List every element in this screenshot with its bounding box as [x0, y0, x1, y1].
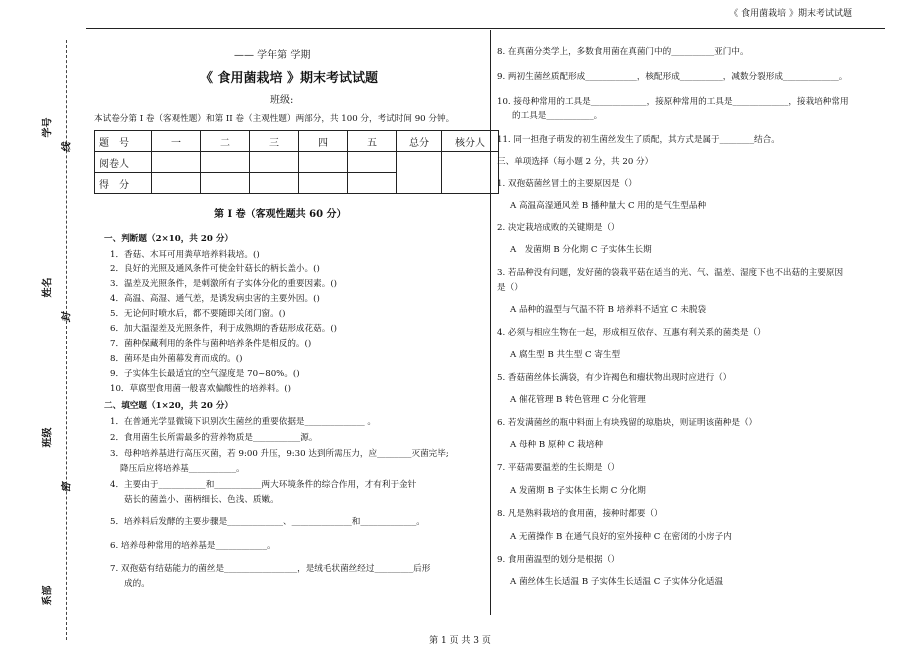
judge-item: 9．子实体生长最适宜的空气湿度是 70~80%。() — [110, 369, 300, 379]
score-cell[interactable] — [442, 152, 499, 194]
judge-item: 1．香菇、木耳可用粪草培养料栽培。() — [110, 250, 260, 260]
fill-item-cont: 的工具是___________。 — [512, 111, 603, 121]
score-cell[interactable] — [299, 173, 348, 194]
choice-options: A 催花管理 B 转色管理 C 分化管理 — [510, 395, 646, 405]
fill-item: 10. 接母种常用的工具是_____________，接原种常用的工具是_____________，接栽培种常用 — [497, 97, 849, 107]
fill-item: 2．食用菌生长所需最多的营养物质是___________源。 — [110, 433, 318, 443]
score-cell: 总分 — [397, 131, 442, 152]
choice-question: 7. 平菇需要温差的生长期是（） — [497, 463, 620, 473]
score-cell[interactable] — [201, 173, 250, 194]
score-cell[interactable] — [348, 152, 397, 173]
judge-item: 10．草腐型食用菌一般喜欢偏酸性的培养料。() — [110, 384, 291, 394]
class-field: 班级: — [270, 95, 294, 106]
score-cell[interactable] — [201, 152, 250, 173]
judge-item: 7．菌种保藏利用的条件与菌种培养条件是相反的。() — [110, 339, 312, 349]
seal-mark-line: 线 — [61, 142, 73, 153]
fill-item: 4．主要由于___________和___________两大环境条件的综合作用，才有利于金针 — [110, 480, 417, 490]
section2-title: 二、填空题（1×20，共 20 分） — [104, 401, 234, 411]
score-cell[interactable] — [299, 152, 348, 173]
score-cell[interactable] — [250, 173, 299, 194]
exam-intro: 本试卷分第 I 卷（客观性题）和第 II 卷（主观性题）两部分，共 100 分，考试时间 90 分钟。 — [94, 114, 455, 124]
fill-item-cont: 降压后应将培养基___________。 — [120, 464, 245, 474]
score-cell[interactable] — [152, 152, 201, 173]
fill-item: 6. 培养母种常用的培养基是____________。 — [110, 541, 276, 551]
exam-title: 《 食用菌栽培 》期末考试试题 — [200, 71, 379, 86]
binding-dashed-line — [66, 40, 67, 640]
score-cell: 五 — [348, 131, 397, 152]
score-table-row — [95, 152, 499, 173]
score-cell: 四 — [299, 131, 348, 152]
score-cell[interactable] — [348, 173, 397, 194]
score-cell: 核分人 — [442, 131, 499, 152]
choice-options: A 发菌期 B 子实体生长期 C 分化期 — [510, 486, 646, 496]
score-cell[interactable] — [397, 152, 442, 194]
page-number: 第 1 页 共 3 页 — [429, 636, 491, 646]
term-line: —— 学年第 学期 — [234, 50, 311, 61]
judge-item: 3．温差及光照条件，是刺激所有子实体分化的重要因素。() — [110, 279, 338, 289]
choice-question: 9. 食用菌温型的划分是根据（） — [497, 555, 620, 565]
choice-question: 8. 凡是熟料栽培的食用菌，接种时都要（） — [497, 509, 663, 519]
choice-question-cont: 是（） — [497, 283, 523, 293]
name-label: 姓名 — [42, 277, 54, 298]
score-cell: 三 — [250, 131, 299, 152]
choice-options: A 腐生型 B 共生型 C 寄生型 — [510, 350, 621, 360]
choice-question: 1. 双孢菇菌丝冒土的主要原因是（） — [497, 179, 637, 189]
score-table — [94, 130, 499, 194]
seal-mark-seal: 封 — [61, 312, 73, 323]
doc-header-title: 《 食用菌栽培 》期末考试试题 — [729, 9, 852, 19]
choice-question: 5. 香菇菌丝体长满袋，有少许褐色和瘤状物出现时应进行（） — [497, 373, 732, 383]
score-row-label: 得 分 — [95, 173, 152, 194]
score-cell[interactable] — [250, 152, 299, 173]
judge-item: 6．加大温湿差及光照条件，利于成熟期的香菇形成花菇。() — [110, 324, 338, 334]
fill-item: 5．培养料后发酵的主要步骤是_____________、______________和_____________。 — [110, 517, 425, 527]
fill-item: 3．母种培养基进行高压灭菌，若 9:00 升压，9:30 达到所需压力，应________灭菌完毕; — [110, 449, 449, 459]
class-label: 班级 — [42, 427, 54, 448]
judge-item: 8．菌环是由外菌幕发育而成的。() — [110, 354, 243, 364]
section1-title: 一、判断题（2×10，共 20 分） — [104, 234, 234, 244]
choice-options: A 高温高湿通风差 B 播种量大 C 用的是气生型品种 — [510, 201, 707, 211]
score-cell: 一 — [152, 131, 201, 152]
score-cell: 题 号 — [95, 131, 152, 152]
choice-options: A 发菌期 B 分化期 C 子实体生长期 — [510, 245, 652, 255]
fill-item: 9. 两初生菌丝质配形成____________，核配形成__________，减数分裂形成_____________。 — [497, 72, 848, 82]
part1-title: 第 I 卷（客观性题共 60 分） — [214, 209, 347, 220]
fill-item-cont: 菇长的菌盖小、菌柄细长、色浅、质嫩。 — [124, 495, 279, 505]
choice-options: A 母种 B 原种 C 栽培种 — [510, 440, 603, 450]
score-cell[interactable] — [152, 173, 201, 194]
department-label: 系部 — [42, 585, 54, 606]
choice-question: 4. 必须与相应生物在一起，形成相互依存、互惠有利关系的菌类是（） — [497, 328, 766, 338]
choice-question: 6. 若发满菌丝的瓶中料面上有块残留的琼脂块，则证明该菌种是（） — [497, 418, 758, 428]
header-rule — [86, 28, 885, 29]
column-divider — [490, 30, 491, 615]
score-table-header-row — [95, 131, 499, 152]
judge-item: 4．高温、高湿、通气差，是诱发病虫害的主要外因。() — [110, 294, 320, 304]
choice-question: 3. 若品种没有问题，发好菌的袋栽平菇在适当的光、气、温差、湿度下也不出菇的主要原因 — [497, 268, 844, 278]
choice-question: 2. 决定栽培成败的关键期是（） — [497, 223, 620, 233]
choice-options: A 无菌操作 B 在通气良好的室外接种 C 在密闭的小房子内 — [510, 532, 732, 542]
student-no-label: 学号 — [42, 117, 54, 138]
choice-options: A 菌丝体生长适温 B 子实体生长适温 C 子实体分化适温 — [510, 577, 724, 587]
seal-mark-secret: 密 — [61, 482, 73, 493]
fill-item: 7. 双孢菇有结菇能力的菌丝是_________________，是绒毛状菌丝经过_________后形 — [110, 564, 431, 574]
choice-options: A 品种的温型与气温不符 B 培养料不适宜 C 未脱袋 — [510, 305, 707, 315]
section3-title: 三、单项选择（每小题 2 分，共 20 分） — [497, 157, 654, 167]
judge-item: 5．无论何时喷水后，都不要随即关闭门窗。() — [110, 309, 286, 319]
score-row-label: 阅卷人 — [95, 152, 152, 173]
fill-item: 11. 同一担孢子萌发的初生菌丝发生了质配，其方式是属于________结合。 — [497, 135, 780, 145]
fill-item: 1．在普通光学显微镜下识别次生菌丝的重要依据是______________ 。 — [110, 417, 377, 427]
score-cell: 二 — [201, 131, 250, 152]
fill-item: 8. 在真菌分类学上，多数食用菌在真菌门中的__________亚门中。 — [497, 47, 749, 57]
fill-item-cont: 成的。 — [124, 579, 150, 589]
judge-item: 2．良好的光照及通风条件可使金针菇长的柄长盖小。() — [110, 264, 320, 274]
